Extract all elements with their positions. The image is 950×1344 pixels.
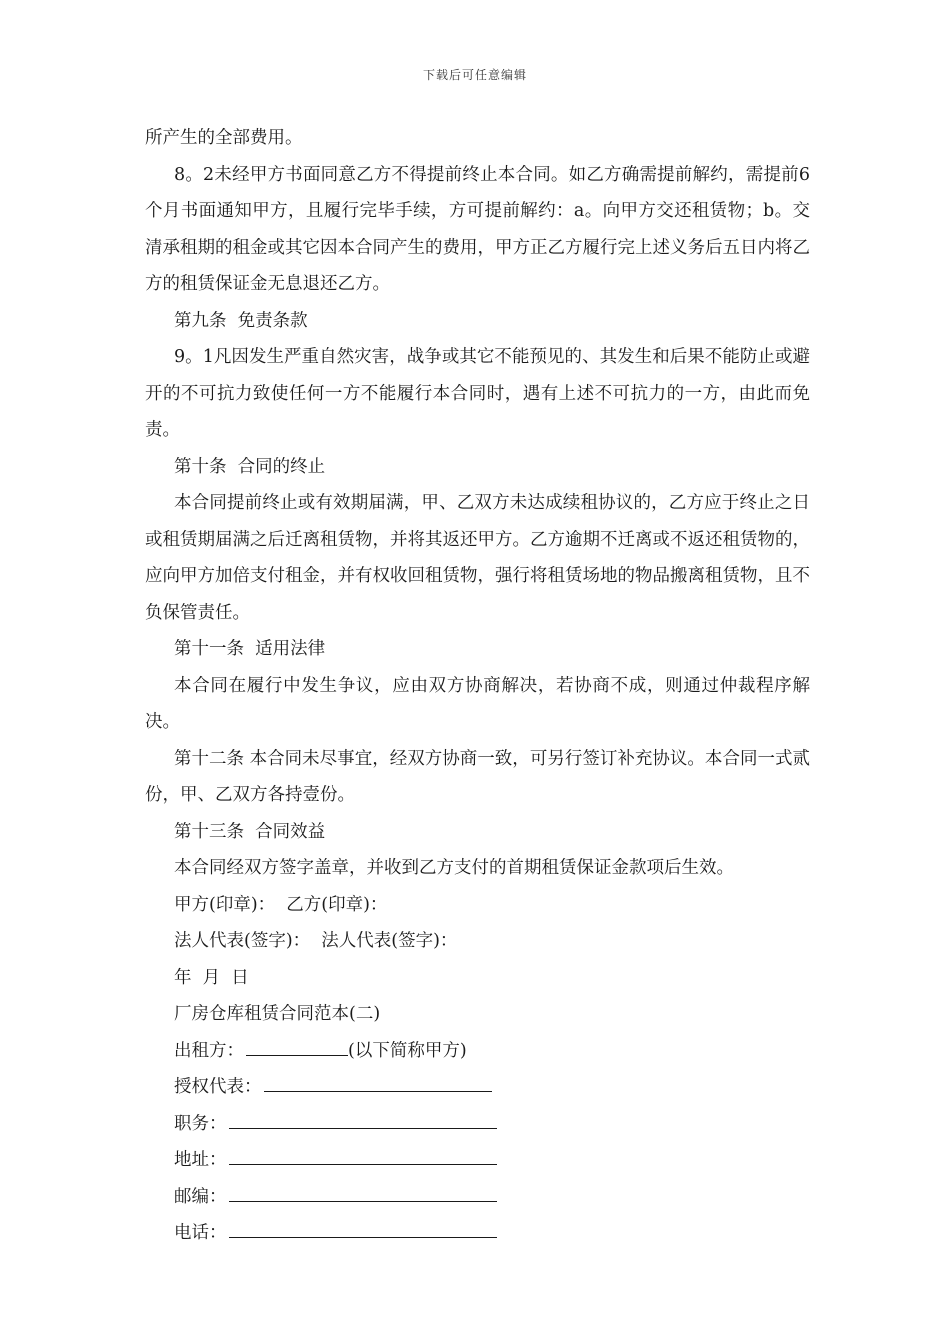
position-field (145, 1106, 810, 1143)
paragraph-8-2: 8。2未经甲方书面同意乙方不得提前终止本合同。如乙方确需提前解约，需提前6个月书面通知甲方，且履行完毕手续，方可提前解约：a。向甲方交还租赁物；b。交清承租期的租金或其它因本合同产生的费用，甲方正乙方履行完上述义务后五日内将乙方的租赁保证金无息退还乙方。 (145, 164, 810, 294)
rep-blank (264, 1071, 492, 1092)
paragraph-9-1: 9。1凡因发生严重自然灾害，战争或其它不能预见的、其发生和后果不能防止或避开的不可抗力致使任何一方不能履行本合同时，遇有上述不可抗力的一方，由此而免责。 (145, 347, 810, 440)
paragraph-article-11: 本合同在履行中发生争议，应由双方协商解决，若协商不成，则通过仲裁程序解决。 (145, 675, 810, 732)
position-label: 职务： (174, 1113, 227, 1134)
phone-field (145, 1215, 810, 1252)
heading-article-9: 第九条 免责条款 (174, 310, 308, 331)
contract-body (145, 120, 810, 1252)
phone-label: 电话： (174, 1223, 227, 1243)
postcode-blank (229, 1181, 497, 1202)
paragraph-continuation: 所产生的全部费用。 (145, 128, 303, 148)
lessor-field (145, 1033, 810, 1070)
postcode-field (145, 1179, 810, 1216)
lessor-suffix: (以下简称甲方) (348, 1040, 467, 1061)
date-line: 年 月 日 (174, 967, 249, 988)
section-title-2: 厂房仓库租赁合同范本(二) (174, 1004, 381, 1024)
lessor-label: 出租方： (174, 1040, 244, 1061)
rep-label: 授权代表： (174, 1077, 262, 1097)
lessor-blank (246, 1035, 348, 1056)
paragraph-article-10: 本合同提前终止或有效期届满，甲、乙双方未达成续租协议的，乙方应于终止之日或租赁期届满之后迁离租赁物，并将其返还甲方。乙方逾期不迁离或不返还租赁物的，应向甲方加倍支付租金，并有权收回租赁物，强行将租赁场地的物品搬离租赁物，且不负保管责任。 (145, 493, 810, 623)
address-blank (229, 1144, 497, 1165)
position-blank (229, 1108, 497, 1129)
heading-article-10: 第十条 合同的终止 (174, 456, 326, 477)
rep-field (145, 1069, 810, 1106)
heading-article-11: 第十一条 适用法律 (174, 639, 326, 659)
page-header: 下载后可任意编辑 (422, 68, 527, 82)
phone-blank (229, 1217, 497, 1238)
address-field (145, 1142, 810, 1179)
paragraph-article-12: 第十二条 本合同未尽事宜，经双方协商一致，可另行签订补充协议。本合同一式贰份，甲、乙双方各持壹份。 (145, 748, 810, 805)
signature-seal-line: 甲方(印章)： 乙方(印章)： (174, 894, 388, 915)
signature-rep-line: 法人代表(签字)： 法人代表(签字)： (174, 931, 458, 951)
heading-article-13: 第十三条 合同效益 (174, 821, 326, 842)
paragraph-article-13: 本合同经双方签字盖章，并收到乙方支付的首期租赁保证金款项后生效。 (174, 858, 734, 878)
postcode-label: 邮编： (174, 1186, 227, 1207)
address-label: 地址： (174, 1150, 227, 1170)
